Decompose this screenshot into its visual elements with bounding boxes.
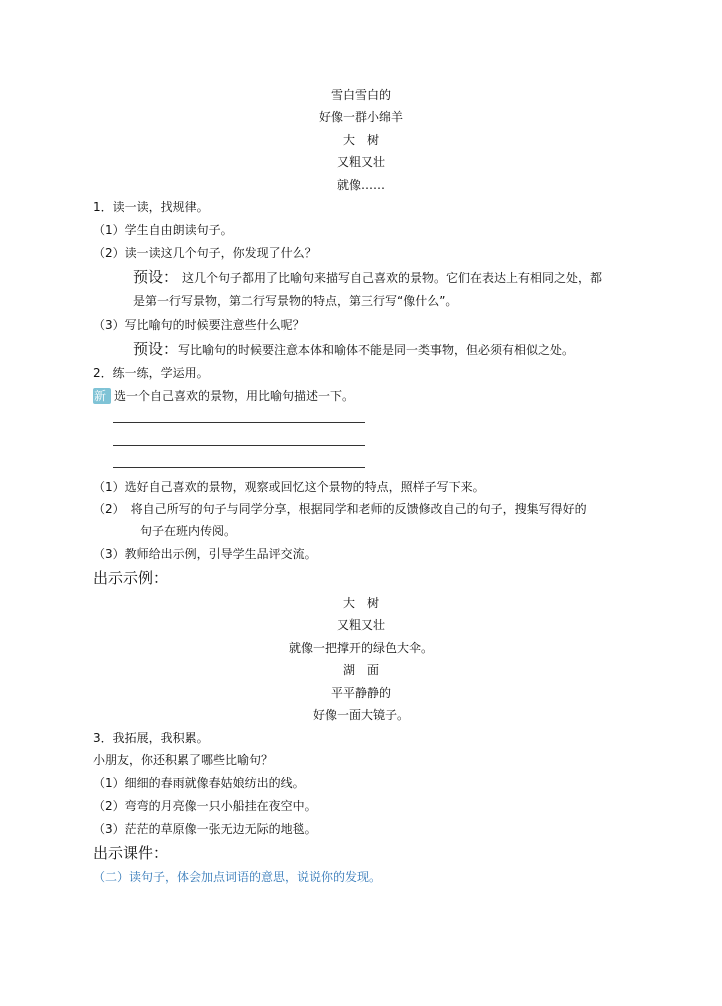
preset3-label: 预设： [133,340,179,358]
preset2-text-1: 这几个句子都用了比喻句来描写自己喜欢的景物。它们在表达上有相同之处，都 [182,271,603,285]
list-item: （2）弯弯的月亮像一只小船挂在夜空中。 [93,799,317,813]
poem1-line-4: 又粗又壮 [336,155,385,169]
section3-heading: 3．我拓展，我积累。 [93,731,209,745]
blank-line-3 [113,467,365,468]
poem1-line-1: 雪白雪白的 [330,88,391,102]
blank-line-2 [113,445,365,446]
part2-heading: （二）读句子，体会加点词语的意思，说说你的发现。 [93,870,382,884]
section3-question: 小朋友，你还积累了哪些比喻句？ [93,753,274,767]
poem1-line-3: 大 树 [342,133,379,147]
poem2-line-1: 大 树 [342,596,379,610]
new-mark-icon: 新 [93,388,111,404]
poem2-line-5: 平平静静的 [330,686,391,700]
blank-line-1 [113,422,365,423]
poem1-line-5: 就像…… [336,178,385,192]
preset3-line [133,340,574,359]
section1-q3: （3）写比喻句的时候要注意些什么呢？ [93,318,305,332]
preset2-line-1 [133,268,602,287]
preset3-text: 写比喻句的时候要注意本体和喻体不能是同一类事物，但必须有相似之处。 [178,343,575,357]
section2-step1: （1）选好自己喜欢的景物，观察或回忆这个景物的特点，照样子写下来。 [93,480,485,494]
section2-step2-line2: 句子在班内传阅。 [140,524,237,538]
poem2-line-6: 好像一面大镜子。 [312,708,409,722]
section1-heading: 1．读一读，找规律。 [93,200,209,214]
preset2-label: 预设： [133,268,179,286]
section2-step3: （3）教师给出示例，引导学生品评交流。 [93,547,317,561]
example-title: 出示示例： [93,569,169,587]
section2-step2-line1: （2） 将自己所写的句子与同学分享，根据同学和老师的反馈修改自己的句子，搜集写得好的 [93,502,587,516]
list-item: （1）细细的春雨就像春姑娘纺出的线。 [93,776,305,790]
poem2-line-3: 就像一把撑开的绿色大伞。 [288,641,433,655]
section2-heading: 2．练一练，学运用。 [93,366,209,380]
section1-q1: （1）学生自由朗读句子。 [93,223,233,237]
preset2-line-2: 是第一行写景物，第二行写景物的特点，第三行写“像什么”。 [133,294,458,308]
section1-q2: （2）读一读这几个句子，你发现了什么？ [93,246,317,260]
poem1-line-2: 好像一群小绵羊 [318,110,403,124]
poem2-line-2: 又粗又壮 [336,618,385,632]
list-item: （3）茫茫的草原像一张无边无际的地毯。 [93,822,317,836]
courseware-title: 出示课件： [93,844,169,862]
poem2-line-4: 湖 面 [342,663,379,677]
section2-prompt: 选一个自己喜欢的景物，用比喻句描述一下。 [114,389,355,403]
